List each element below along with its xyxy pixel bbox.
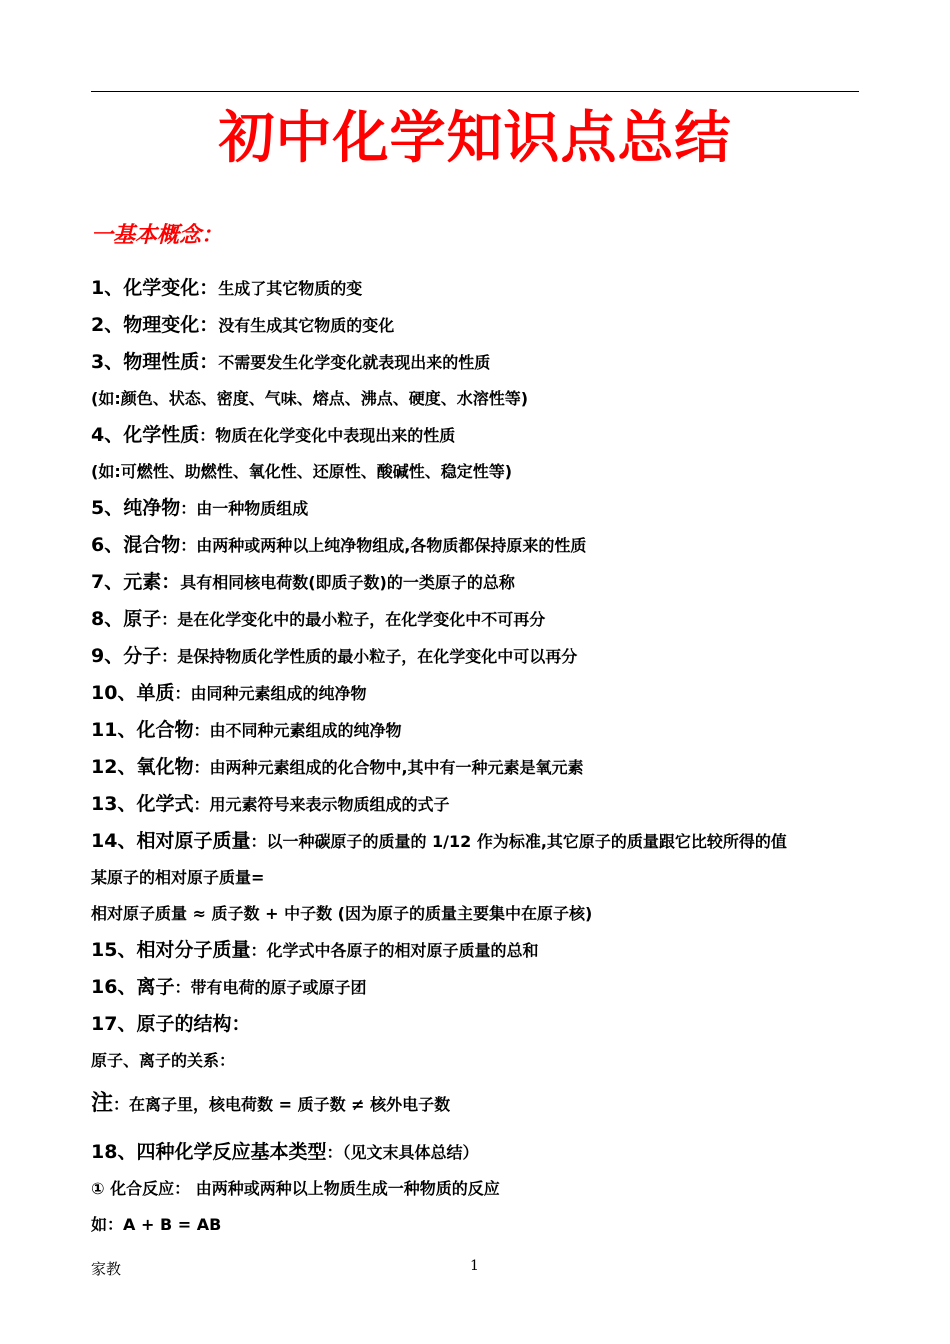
document-title: 初中化学知识点总结 [218, 106, 732, 171]
definition-9: 9、分子：是保持物质化学性质的最小粒子，在化学变化中可以再分 [91, 645, 578, 667]
definition-16: 16、离子：带有电荷的原子或原子团 [91, 976, 367, 998]
header-rule [91, 91, 859, 92]
definition-14: 14、相对原子质量：以一种碳原子的质量的 1/12 作为标准,其它原子的质量跟它比较所得的值 [91, 830, 787, 852]
document-body [91, 270, 871, 1243]
definition-4-examples: (如:可燃性、助燃性、氧化性、还原性、酸碱性、稳定性等) [91, 462, 513, 481]
definition-8: 8、原子：是在化学变化中的最小粒子，在化学变化中不可再分 [91, 608, 546, 630]
definition-10: 10、单质：由同种元素组成的纯净物 [91, 682, 367, 704]
relative-mass-approx: 相对原子质量 ≈ 质子数 + 中子数 (因为原子的质量主要集中在原子核) [91, 904, 593, 923]
definition-12: 12、氧化物：由两种元素组成的化合物中,其中有一种元素是氧元素 [91, 756, 584, 778]
footer-label: 家教 [91, 1260, 122, 1278]
definition-4: 4、化学性质：物质在化学变化中表现出来的性质 [91, 424, 456, 446]
definition-15: 15、相对分子质量：化学式中各原子的相对原子质量的总和 [91, 939, 539, 961]
definition-1: 1、化学变化：生成了其它物质的变 [91, 277, 363, 299]
page-number: 1 [470, 1258, 479, 1274]
definition-17: 17、原子的结构： [91, 1013, 251, 1035]
atom-ion-relation: 原子、离子的关系： [91, 1051, 236, 1070]
definition-5: 5、纯净物：由一种物质组成 [91, 497, 309, 519]
definition-11: 11、化合物：由不同种元素组成的纯净物 [91, 719, 402, 741]
definition-3-examples: (如:颜色、状态、密度、气味、熔点、沸点、硬度、水溶性等) [91, 389, 529, 408]
definition-3: 3、物理性质：不需要发生化学变化就表现出来的性质 [91, 351, 491, 373]
definition-7: 7、元素：具有相同核电荷数(即质子数)的一类原子的总称 [91, 571, 515, 593]
reaction-example: 如：A + B = AB [91, 1215, 222, 1234]
definition-6: 6、混合物：由两种或两种以上纯净物组成,各物质都保持原来的性质 [91, 534, 587, 556]
note-line: 注：在离子里，核电荷数 = 质子数 ≠ 核外电子数 [91, 1091, 451, 1116]
definition-18: 18、四种化学反应基本类型：（见文末具体总结） [91, 1141, 479, 1163]
combination-reaction: ① 化合反应： 由两种或两种以上物质生成一种物质的反应 [91, 1179, 500, 1198]
relative-mass-formula: 某原子的相对原子质量= [91, 868, 265, 887]
definition-2: 2、物理变化：没有生成其它物质的变化 [91, 314, 395, 336]
definition-13: 13、化学式：用元素符号来表示物质组成的式子 [91, 793, 450, 815]
section-heading: 一基本概念： [91, 223, 224, 248]
